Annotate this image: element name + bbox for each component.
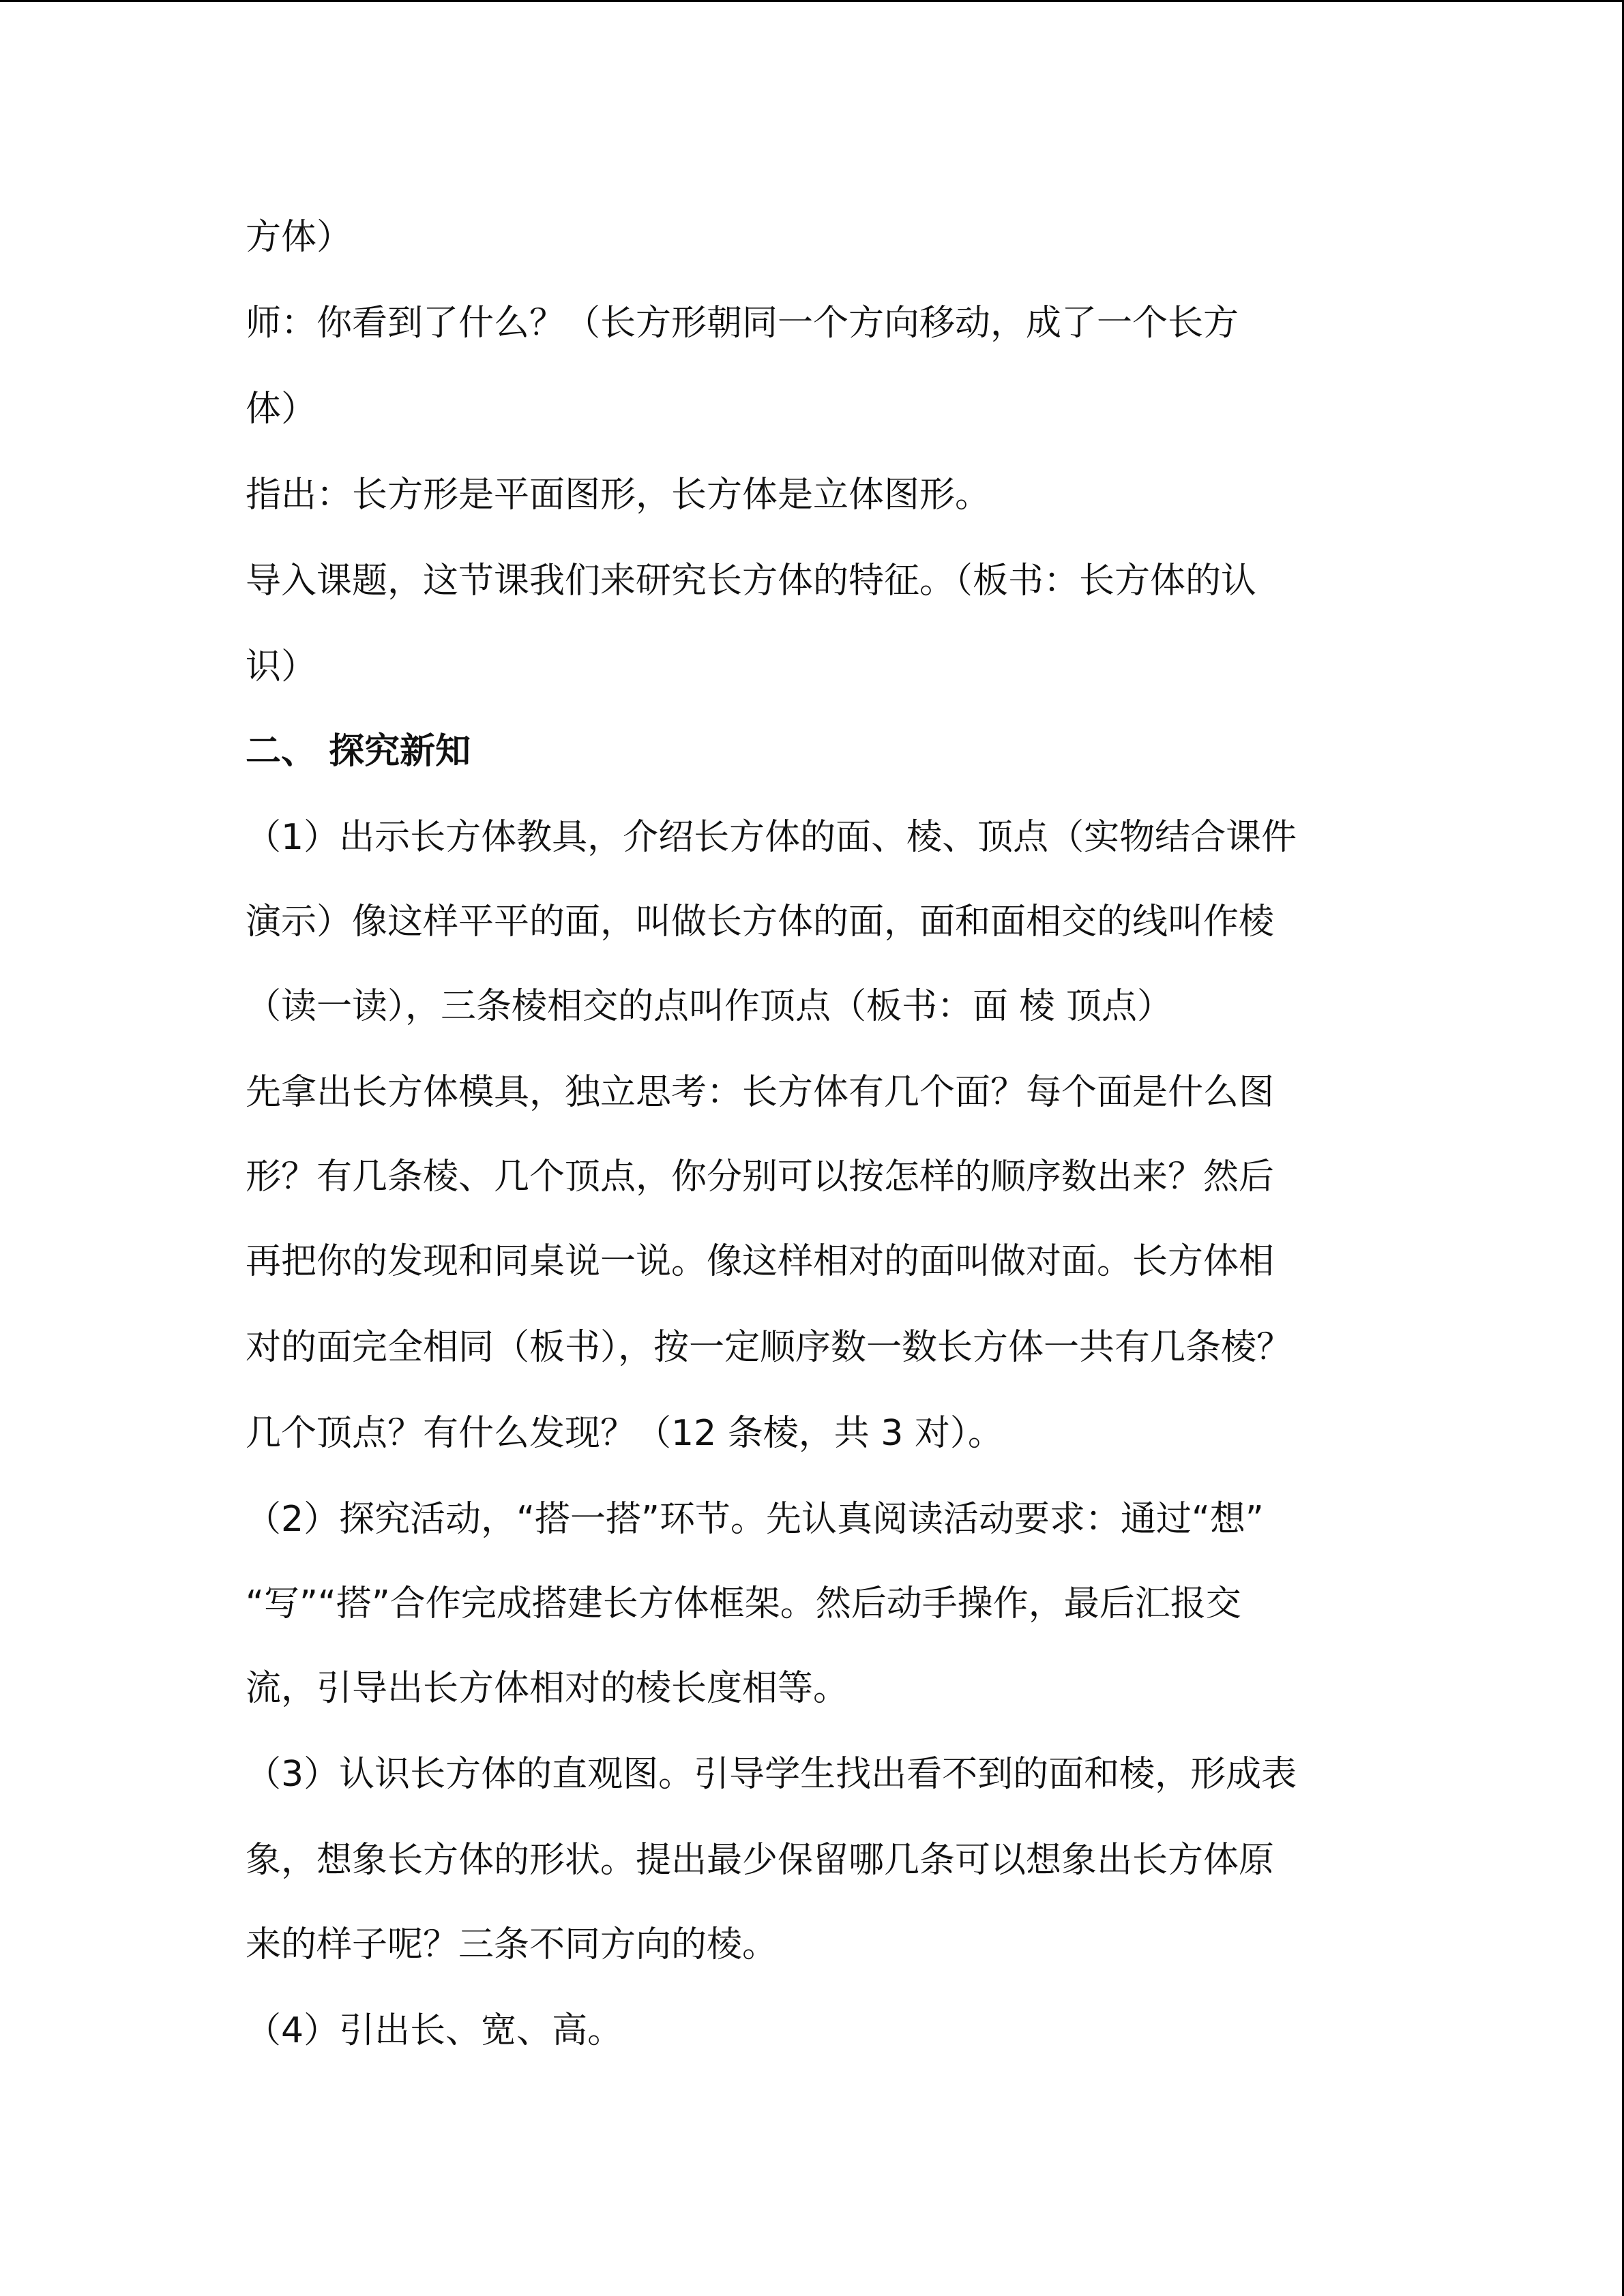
text-line: 识）	[246, 646, 317, 687]
text-line: 形？有几条棱、几个顶点，你分别可以按怎样的顺序数出来？然后	[246, 1157, 1275, 1197]
text-line: 指出：长方形是平面图形，长方体是立体图形。	[246, 475, 991, 516]
text-line: 来的样子呢？三条不同方向的棱。	[246, 1924, 778, 1965]
text-line: 几个顶点？有什么发现？（12 条棱，共 3 对）。	[246, 1413, 1003, 1454]
text-line: （2）探究活动，“搭一搭”环节。先认真阅读活动要求：通过“想”	[246, 1499, 1264, 1540]
text-line: （3）认识长方体的直观图。引导学生找出看不到的面和棱，形成表	[246, 1754, 1297, 1795]
text-line: 对的面完全相同（板书），按一定顺序数一数长方体一共有几条棱？	[246, 1327, 1293, 1368]
text-line: （读一读），三条棱相交的点叫作顶点（板书：面 棱 顶点）	[246, 986, 1173, 1027]
text-line: 流，引导出长方体相对的棱长度相等。	[246, 1668, 849, 1709]
text-line: 再把你的发现和同桌说一说。像这样相对的面叫做对面。长方体相	[246, 1241, 1275, 1282]
text-line: “写”“搭”合作完成搭建长方体框架。然后动手操作，最后汇报交	[246, 1583, 1241, 1624]
text-line: （1）出示长方体教具，介绍长方体的面、棱、顶点（实物结合课件	[246, 817, 1297, 858]
text-line: 象，想象长方体的形状。提出最少保留哪几条可以想象出长方体原	[246, 1840, 1275, 1881]
text-line: 演示）像这样平平的面，叫做长方体的面，面和面相交的线叫作棱	[246, 901, 1275, 942]
text-line: （4）引出长、宽、高。	[246, 2010, 623, 2051]
text-line: 师：你看到了什么？（长方形朝同一个方向移动，成了一个长方	[246, 303, 1239, 344]
text-line: 导入课题，这节课我们来研究长方体的特征。（板书：长方体的认	[246, 561, 1257, 601]
text-line: 方体）	[246, 217, 353, 258]
top-border-line	[0, 0, 1624, 2]
text-line: 体）	[246, 389, 317, 430]
section-heading: 二、 探究新知	[246, 731, 471, 772]
text-line: 先拿出长方体模具，独立思考：长方体有几个面？每个面是什么图	[246, 1072, 1275, 1113]
